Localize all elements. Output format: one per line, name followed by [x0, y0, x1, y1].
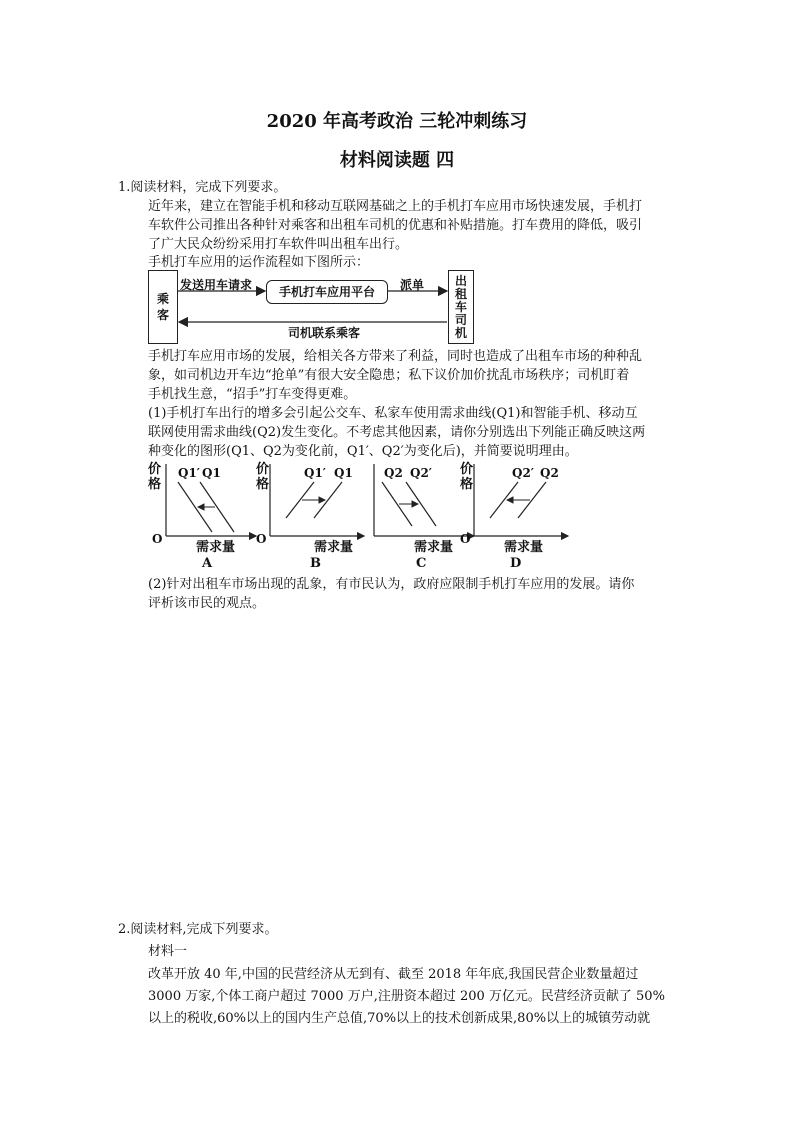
- driver-char-5: 机: [454, 326, 467, 340]
- graph-D: [460, 460, 570, 580]
- flow-diagram: [148, 270, 476, 344]
- q1-para1-line2: 车软件公司推出各种针对乘客和出租车司机的优惠和补贴措施。打车费用的降低，吸引: [148, 218, 643, 233]
- q1-sub1-line2: 联网使用需求曲线(Q2)发生变化。不考虑其他因素，请你分别选出下列能正确反映这两: [148, 425, 646, 440]
- q2-line3: 以上的税收,60%以上的国内生产总值,70%以上的技术创新成果,80%以上的城镇劳动就: [148, 1011, 651, 1026]
- q1-sub2-line1: (2)针对出租车市场出现的乱象，有市民认为，政府应限制手机打车应用的发展。请你: [148, 577, 635, 592]
- graph-C-left-curve-label: Q2: [384, 466, 403, 480]
- driver-char-2: 租: [454, 287, 467, 301]
- driver-box: [448, 270, 474, 344]
- q1-sub1-line3: 种变化的图形(Q1、Q2为变化前，Q1′、Q2′为变化后)，并简要说明理由。: [148, 444, 578, 459]
- graph-xlabel: 需求量: [504, 540, 544, 555]
- q2-heading: 2.阅读材料,完成下列要求。: [118, 922, 278, 937]
- graph-C-right-curve-label: Q2′: [410, 466, 432, 480]
- contact-label: 司机联系乘客: [288, 326, 361, 340]
- graph-B: [256, 460, 366, 580]
- q2-material-label: 材料一: [148, 944, 188, 959]
- q1-para1-line3: 了广大民众纷纷采用打车软件叫出租车出行。: [148, 237, 409, 252]
- graph-D-label: D: [510, 556, 522, 571]
- driver-char-1: 出: [454, 274, 467, 288]
- graph-ylabel: 价 格: [148, 462, 162, 492]
- driver-char-4: 司: [454, 313, 467, 327]
- graph-B-right-curve-label: Q1: [334, 466, 353, 480]
- document-subtitle: 材料阅读题 四: [339, 150, 455, 171]
- q1-flow-intro: 手机打车应用的运作流程如下图所示：: [148, 255, 370, 270]
- document-title: 2020 年高考政治 三轮冲刺练习: [266, 111, 528, 132]
- graph-A-right-curve-label: Q1: [202, 466, 221, 480]
- graph-D-right-curve-label: Q2: [540, 466, 559, 480]
- graph-origin: O: [152, 532, 163, 546]
- passenger-char-1: 乘: [156, 292, 169, 306]
- graph-B-left-curve-label: Q1′: [304, 466, 326, 480]
- graph-origin: O: [460, 532, 471, 546]
- q1-heading: 1.阅读材料，完成下列要求。: [118, 180, 287, 195]
- graph-C-label: C: [416, 556, 427, 571]
- graph-A-label: A: [202, 556, 213, 571]
- passenger-char-2: 客: [156, 308, 169, 322]
- q2-line1: 改革开放 40 年,中国的民营经济从无到有、截至 2018 年年底,我国民营企业数量超过: [148, 967, 639, 982]
- graph-A: [148, 460, 258, 580]
- driver-char-3: 车: [454, 300, 467, 314]
- passenger-box: [148, 270, 178, 344]
- graph-xlabel: 需求量: [196, 540, 236, 555]
- q1-para2-line2: 象，如司机边开车边“抢单”有很大安全隐患；私下议价加价扰乱市场秩序；司机盯着: [148, 368, 630, 383]
- q1-sub2-line2: 评析该市民的观点。: [148, 596, 266, 611]
- graph-origin: O: [256, 532, 267, 546]
- q1-para2-line1: 手机打车应用市场的发展，给相关各方带来了利益，同时也造成了出租车市场的种种乱: [148, 349, 643, 364]
- graph-xlabel: 需求量: [314, 540, 354, 555]
- q1-para2-line3: 手机找生意，“招手”打车变得更难。: [148, 387, 357, 402]
- graph-B-label: B: [310, 556, 321, 571]
- q1-para1-line1: 近年来，建立在智能手机和移动互联网基础之上的手机打车应用市场快速发展，手机打: [148, 199, 643, 214]
- request-label: 发送用车请求: [180, 278, 253, 292]
- q1-sub1-line1: (1)手机打车出行的增多会引起公交车、私家车使用需求曲线(Q1)和智能手机、移动互: [148, 406, 638, 421]
- graph-D-left-curve-label: Q2′: [512, 466, 534, 480]
- dispatch-label: 派单: [400, 278, 425, 292]
- graph-ylabel: 价 格: [460, 462, 474, 492]
- graph-xlabel: 需求量: [414, 540, 454, 555]
- graph-ylabel: 价 格: [256, 462, 270, 492]
- platform-box: 手机打车应用平台: [266, 280, 388, 304]
- graph-A-left-curve-label: Q1′: [178, 466, 200, 480]
- q2-line2: 3000 万家,个体工商户超过 7000 万户,注册资本超过 200 万亿元。民营经济贡献了 50%: [148, 989, 665, 1004]
